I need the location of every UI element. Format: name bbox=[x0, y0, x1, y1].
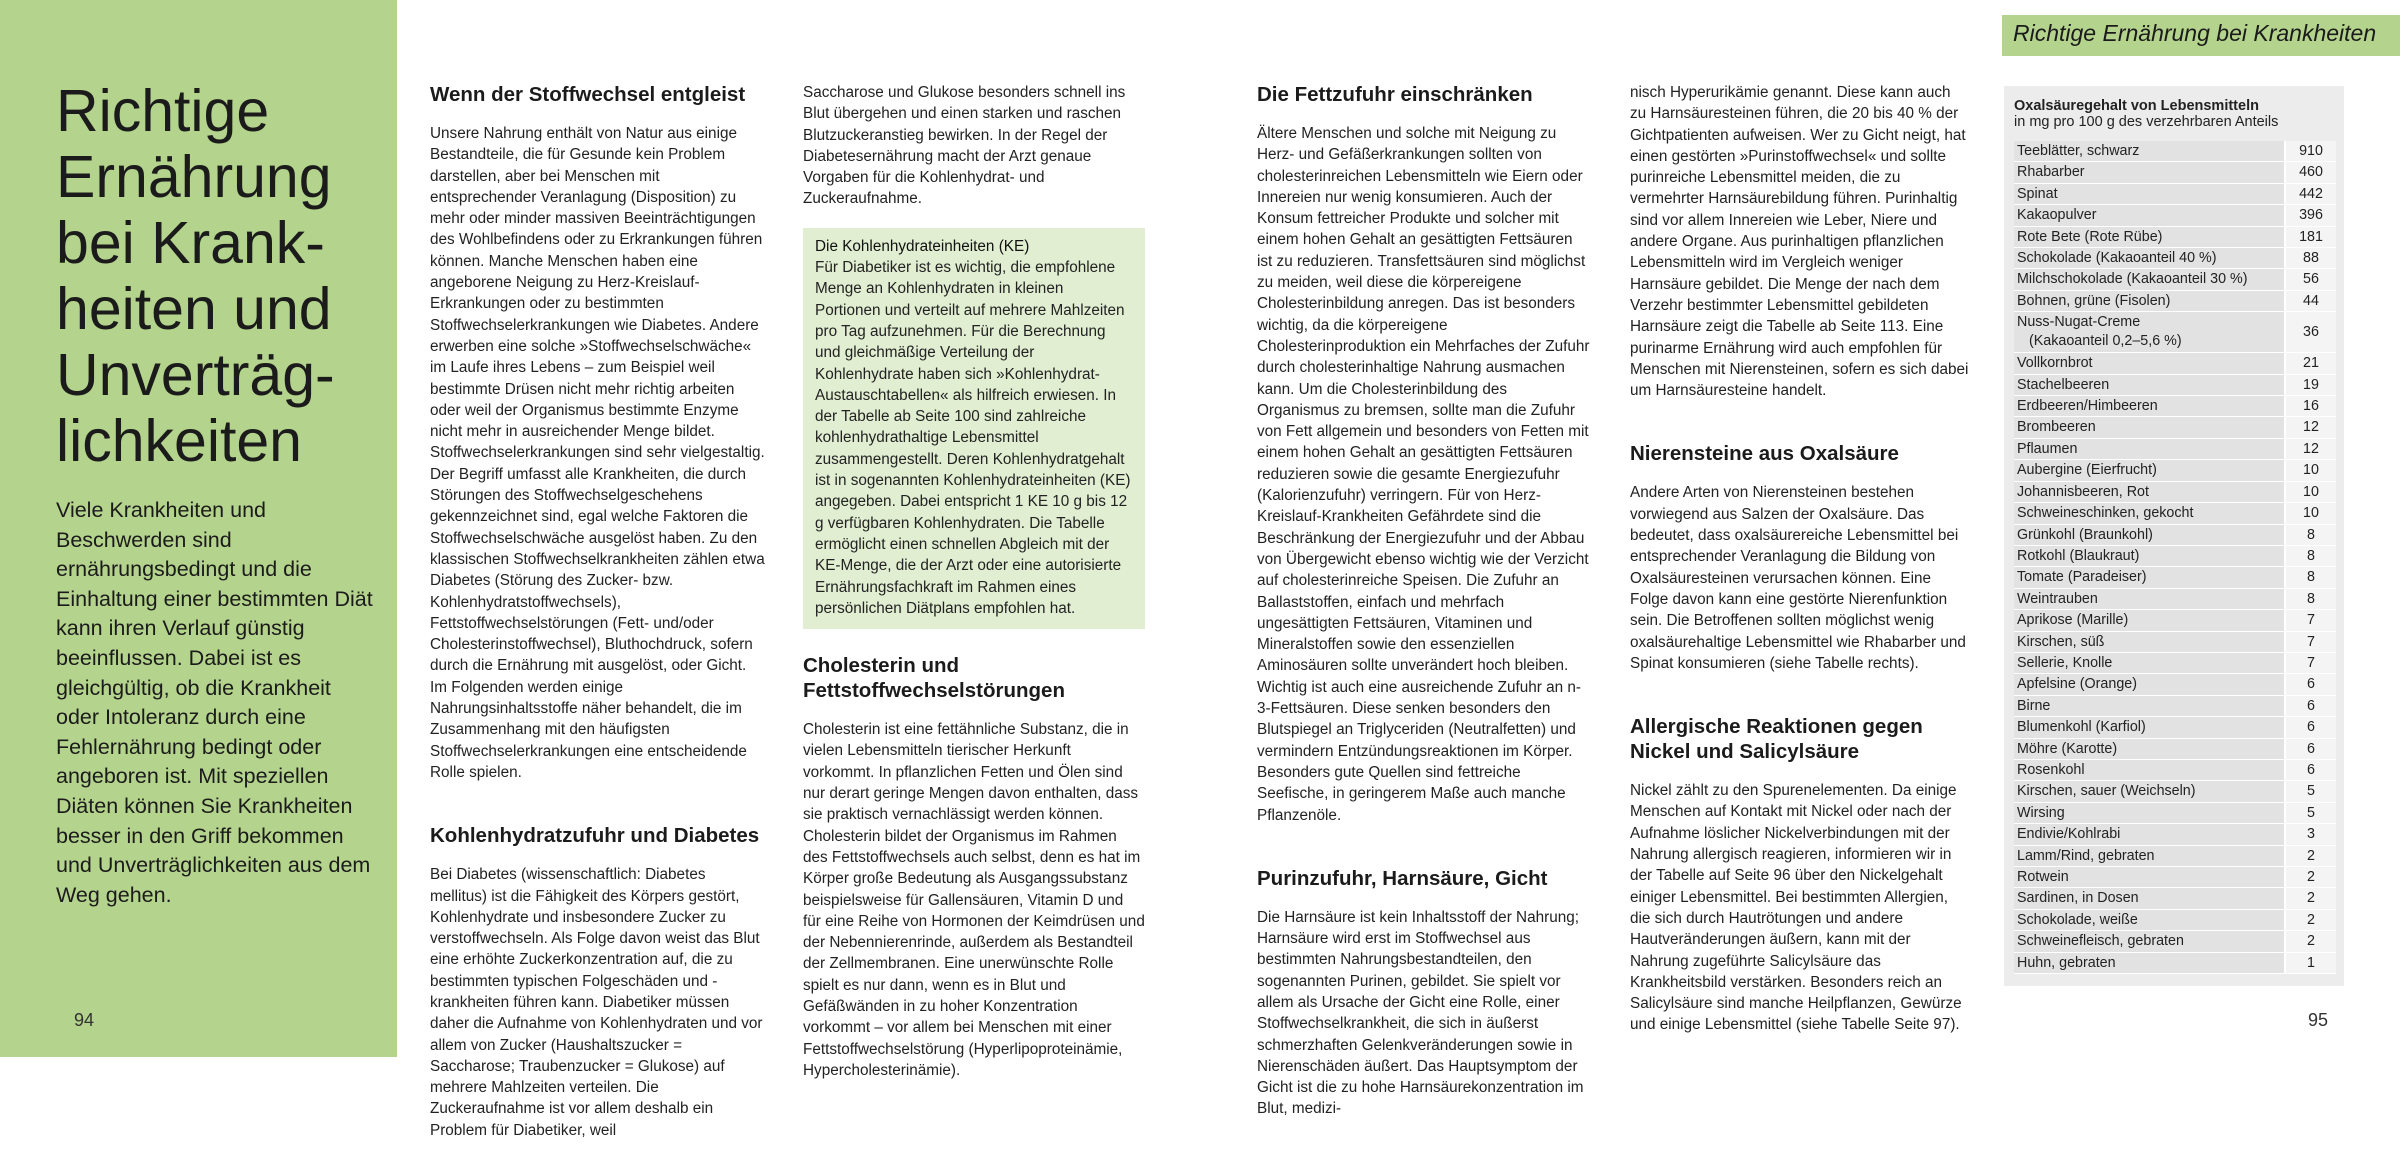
food-name-line: Rotwein bbox=[2017, 869, 2069, 885]
chapter-title-line: Ernährung bbox=[56, 144, 332, 210]
food-name bbox=[2014, 632, 2284, 652]
table-row bbox=[2014, 953, 2336, 974]
food-name-line: Stachelbeeren bbox=[2017, 376, 2110, 393]
info-box-text: Für Diabetiker ist es wichtig, die empfohlene Menge an Kohlenhydraten in kleinen Portionen und verteilt auf mehrere Mahlzeiten pro Tag aufzunehmen. Für die Berechnung und gleichmäßige Verteilung der Kohlenhydrate haben sich »Kohlenhydrat-Austauschtabellen« als hilfreich erwiesen. In der Tabelle ab Seite 100 sind zahlreiche kohlenhydrathaltige Lebensmittel zusammengestellt. Deren Kohlenhydratgehalt ist in sogenannten Kohlenhydrateinheiten (KE) angegeben. Dabei entspricht 1 KE 10 g bis 12 g verfügbaren Kohlenhydraten. Die Tabelle ermöglicht einen schnellen Abgleich mit der KE-Menge, die der Arzt oder eine autorisierte Ernährungsfachkraft im Rahmen eines persönlichen Diätplans empfohlen hat. bbox=[815, 259, 1131, 617]
oxalate-value: 7 bbox=[2284, 653, 2336, 673]
table-row bbox=[2014, 439, 2336, 460]
oxalate-value: 2 bbox=[2284, 888, 2336, 908]
oxalate-value: 2 bbox=[2284, 910, 2336, 930]
food-name-line: Aprikose (Marille) bbox=[2017, 612, 2129, 629]
food-name-line: Apfelsine (Orange) bbox=[2017, 676, 2137, 693]
table-row bbox=[2014, 717, 2336, 738]
food-name bbox=[2014, 589, 2284, 609]
table-row bbox=[2014, 589, 2336, 610]
food-name-line: Pflaumen bbox=[2017, 440, 2078, 457]
chapter-title-line: bei Krank- bbox=[56, 210, 325, 276]
food-name bbox=[2014, 803, 2284, 823]
food-name bbox=[2014, 162, 2284, 182]
oxalate-value: 10 bbox=[2284, 503, 2336, 523]
food-name bbox=[2014, 674, 2284, 694]
chapter-title-line: heiten und bbox=[56, 276, 332, 342]
oxalate-value: 3 bbox=[2284, 824, 2336, 844]
food-name-line: Endivie/Kohlrabi bbox=[2017, 826, 2121, 843]
table-row bbox=[2014, 248, 2336, 269]
oxalate-value: 19 bbox=[2284, 375, 2336, 395]
oxalate-value: 6 bbox=[2284, 760, 2336, 780]
food-name bbox=[2014, 184, 2284, 204]
info-box-title: Die Kohlenhydrateinheiten (KE) bbox=[815, 237, 1030, 255]
food-name bbox=[2014, 503, 2284, 523]
table-row bbox=[2014, 888, 2336, 909]
table-row bbox=[2014, 781, 2336, 802]
oxalate-value: 2 bbox=[2284, 846, 2336, 866]
food-name-line: Lamm/Rind, gebraten bbox=[2017, 847, 2155, 864]
oxalate-value: 5 bbox=[2284, 781, 2336, 801]
table-row bbox=[2014, 312, 2336, 353]
table-row bbox=[2014, 910, 2336, 931]
oxalate-value: 181 bbox=[2284, 227, 2336, 247]
section-heading: Allergische Reaktionen gegen Nickel und Salicylsäure bbox=[1630, 715, 1923, 764]
food-name-line: Brombeeren bbox=[2017, 419, 2096, 436]
food-name bbox=[2014, 417, 2284, 437]
table-row bbox=[2014, 867, 2336, 888]
text-column-2 bbox=[803, 82, 1145, 1099]
paragraph: nisch Hyperurikämie genannt. Diese kann auch zu Harnsäuresteinen führen, die 20 bis 40 % der Gichtpatienten aufweisen. Wer zu Gicht neigt, hat einen gestörten »Purinstoffwechsel« und sollte purinreiche Lebensmittel meiden, die zu vermehrter Harnsäurebildung führen. Purinhaltig sind vor allem Innereien wie Leber, Niere und andere Organe. Aus purinhaltigen pflanzlichen Lebensmitteln wird im Vergleich weniger Harnsäure gebildet. Die Menge der nach dem Verzehr bestimmter Lebensmittel gebildeten Harnsäure zeigt die Tabelle ab Seite 113. Eine purinarme Ernährung wird auch empfohlen für Menschen mit Nierensteinen, sofern es sich dabei um Harnsäuresteine handelt. bbox=[1630, 84, 1969, 400]
oxalate-value: 442 bbox=[2284, 184, 2336, 204]
text-column-3 bbox=[1257, 82, 1591, 1138]
paragraph: Ältere Menschen und solche mit Neigung zu Herz- und Gefäßerkrankungen sollten von cholesterinreichen Lebensmitteln wie Eiern oder Innereien nur wenig konsumieren. Auch der Konsum fettreicher Produkte und solcher mit einem hohen Gehalt an gesättigten Fettsäuren ist zu reduzieren. Transfettsäuren sind möglichst zu meiden, weil diese die körpereigene Cholesterinbildung anregen. Das ist besonders wichtig, da die körpereigene Cholesterinproduktion ein Mehrfaches der Zufuhr durch cholesterinhaltige Nahrung ausmachen kann. Um die Cholesterinbildung des Organismus zu bremsen, sollte man die Zufuhr von Fett allgemein und besonders von Fetten mit einem hohen Gehalt an gesättigten Fettsäuren reduzieren sowie die gesamte Energiezufuhr (Kalorienzufuhr) verringern. Für von Herz-Kreislauf-Krankheiten Gefährdete sind die Beschränkung der Energiezufuhr und der Abbau von Übergewicht ebenso wichtig wie der Verzicht auf cholesterinreiche Speisen. Die Zufuhr an Ballaststoffen, einfach und mehrfach ungesättigten Fettsäuren, Vitaminen und Mineralstoffen sowie den essenziellen Aminosäuren sollte unverändert hoch bleiben. Wichtig ist auch eine ausreichende Zufuhr an n-3-Fettsäuren. Diese senken besonders den Blutspiegel an Triglyceriden (Neutralfetten) und vermindern Entzündungsreaktionen im Körper. Besonders gute Quellen sind fettreiche Seefische, in geringerem Maße auch manche Pflanzenöle. bbox=[1257, 125, 1590, 824]
oxalate-value: 7 bbox=[2284, 610, 2336, 630]
table-row bbox=[2014, 375, 2336, 396]
oxalate-value: 6 bbox=[2284, 739, 2336, 759]
info-box bbox=[803, 228, 1145, 629]
chapter-title-line: Richtige bbox=[56, 78, 270, 144]
food-name-line: Teeblätter, schwarz bbox=[2017, 143, 2140, 159]
chapter-intro: Viele Krankheiten und Beschwerden sind ernährungsbedingt und die Einhaltung einer bestimmten Diät kann ihren Verlauf günstig beeinflussen. Dabei ist es gleichgültig, ob die Krankheit oder Intoleranz durch eine Fehlernährung bedingt oder angeboren ist. Mit speziellen Diäten können Sie Krankheiten besser in den Griff bekommen und Unverträglichkeiten aus dem Weg gehen. bbox=[56, 498, 373, 907]
table-row bbox=[2014, 227, 2336, 248]
oxalate-value: 8 bbox=[2284, 525, 2336, 545]
paragraph: Die Harnsäure ist kein Inhaltsstoff der Nahrung; Harnsäure wird erst im Stoffwechsel aus bestimmten Nahrungsbestandteilen, den sogenannten Purinen, gebildet. Sie spielt vor allem als Ursache der Gicht eine Rolle, einer Stoffwechselkrankheit, die sich in äußerst schmerzhaften Gelenkveränderungen sowie in Nierenschäden äußert. Das Hauptsymptom der Gicht ist die zu hohe Harnsäurekonzentration im Blut, medizi- bbox=[1257, 908, 1584, 1118]
oxalate-value: 5 bbox=[2284, 803, 2336, 823]
oxalate-value: 6 bbox=[2284, 696, 2336, 716]
table-row bbox=[2014, 205, 2336, 226]
oxalate-value: 8 bbox=[2284, 567, 2336, 587]
food-name bbox=[2014, 739, 2284, 759]
oxalate-value: 7 bbox=[2284, 632, 2336, 652]
food-name bbox=[2014, 546, 2284, 566]
table-row bbox=[2014, 567, 2336, 588]
page-number-left: 94 bbox=[74, 1010, 95, 1030]
section-heading: Kohlenhydratzufuhr und Diabetes bbox=[430, 824, 760, 848]
table-row bbox=[2014, 803, 2336, 824]
food-name-line: Schweineschinken, gekocht bbox=[2017, 505, 2194, 522]
food-name bbox=[2014, 846, 2284, 866]
table-title: Oxalsäuregehalt von Lebensmitteln bbox=[2014, 98, 2259, 114]
food-name bbox=[2014, 353, 2284, 373]
table-row bbox=[2014, 846, 2336, 867]
food-name bbox=[2014, 141, 2284, 161]
food-name bbox=[2014, 931, 2284, 951]
food-name-line: Erdbeeren/Himbeeren bbox=[2017, 398, 2158, 415]
table-row bbox=[2014, 696, 2336, 717]
table-row bbox=[2014, 610, 2336, 631]
table-row bbox=[2014, 632, 2336, 653]
table-row bbox=[2014, 417, 2336, 438]
food-name-line: Sardinen, in Dosen bbox=[2017, 890, 2139, 907]
food-name bbox=[2014, 482, 2284, 502]
food-name-line: Tomate (Paradeiser) bbox=[2017, 569, 2147, 586]
oxalate-value: 460 bbox=[2284, 162, 2336, 182]
food-name-line: Nuss-Nugat-Creme bbox=[2017, 314, 2141, 331]
food-name-line: Bohnen, grüne (Fisolen) bbox=[2017, 292, 2171, 309]
oxalate-value: 12 bbox=[2284, 439, 2336, 459]
food-name-line: Rotkohl (Blaukraut) bbox=[2017, 547, 2140, 564]
table-row bbox=[2014, 396, 2336, 417]
food-name bbox=[2014, 248, 2284, 268]
food-name bbox=[2014, 375, 2284, 395]
page-number-right: 95 bbox=[2308, 1010, 2329, 1030]
food-name-line: Kirschen, sauer (Weichseln) bbox=[2017, 783, 2196, 800]
oxalate-value: 56 bbox=[2284, 269, 2336, 289]
table-row bbox=[2014, 184, 2336, 205]
oxalate-table bbox=[2014, 141, 2336, 974]
table-row bbox=[2014, 162, 2336, 183]
food-name-line: Milchschokolade (Kakaoanteil 30 %) bbox=[2017, 271, 2248, 288]
oxalate-value: 16 bbox=[2284, 396, 2336, 416]
food-name-line: Möhre (Karotte) bbox=[2017, 740, 2118, 757]
table-row bbox=[2014, 760, 2336, 781]
food-name-line: Schokolade, weiße bbox=[2017, 911, 2138, 928]
section-heading: Wenn der Stoffwechsel entgleist bbox=[430, 83, 746, 106]
table-row bbox=[2014, 291, 2336, 312]
paragraph: Andere Arten von Nierensteinen bestehen vorwiegend aus Salzen der Oxalsäure. Das bedeutet, dass oxalsäurereiche Lebensmittel bei entsprechender Veranlagung die Bildung von Oxalsäuresteinen verursachen können. Eine Folge davon kann eine gestörte Nierenfunktion sein. Die Betroffenen sollten möglichst wenig oxalsäurehaltige Lebensmittel wie Rhabarber und Spinat konsumieren (siehe Tabelle rechts). bbox=[1630, 484, 1966, 672]
food-name bbox=[2014, 717, 2284, 737]
oxalate-value: 2 bbox=[2284, 867, 2336, 887]
food-name bbox=[2014, 439, 2284, 459]
food-name bbox=[2014, 910, 2284, 930]
food-name-line: Schokolade (Kakaoanteil 40 %) bbox=[2017, 250, 2217, 267]
food-name bbox=[2014, 760, 2284, 780]
oxalate-value: 1 bbox=[2284, 953, 2336, 973]
oxalate-value: 8 bbox=[2284, 589, 2336, 609]
paragraph: Unsere Nahrung enthält von Natur aus einige Bestandteile, die für Gesunde kein Problem darstellen, aber bei Menschen mit entsprechender Veranlagung (Disposition) zu mehr oder minder massiven Beeinträchtigungen des Wohlbefindens oder zu Erkrankungen führen können. Manche Menschen haben eine angeborene Neigung zu Herz-Kreislauf-Erkrankungen oder zu bestimmten Stoffwechselerkrankungen wie Diabetes. Andere erwerben eine solche »Stoffwechselschwäche« im Laufe ihres Lebens – zum Beispiel weil bestimmte Drüsen nicht mehr richtig arbeiten oder weil der Organismus bestimmte Enzyme nicht mehr in ausreichender Menge bildet. Stoffwechselerkrankungen sind sehr vielgestaltig. Der Begriff umfasst alle Krankheiten, die durch Störungen des Stoffwechselgeschehens gekennzeichnet sind, egal welche Faktoren die Stoffwechselschwäche ausgelöst haben. Zu den klassischen Stoffwechselkrankheiten zählen etwa Diabetes (Störung des Zucker- bzw. Kohlenhydratstoffwechsels), Fettstoffwechselstörungen (Fett- und/oder Cholesterinstoffwechsel), Bluthochdruck, sofern durch die Ernährung mit ausgelöst, oder Gicht. Im Folgenden werden einige Nahrungsinhaltsstoffe näher behandelt, die im Zusammenhang mit den häufigsten Stoffwechselerkrankungen eine entscheidende Rolle spielen. bbox=[430, 125, 765, 781]
food-name-line: Birne bbox=[2017, 697, 2051, 714]
oxalate-value: 10 bbox=[2284, 482, 2336, 502]
food-name bbox=[2014, 953, 2284, 973]
food-name-line: Johannisbeeren, Rot bbox=[2017, 483, 2149, 500]
table-row bbox=[2014, 353, 2336, 374]
food-name-line: Rhabarber bbox=[2017, 164, 2085, 181]
text-column-4 bbox=[1630, 82, 1970, 1054]
table-row bbox=[2014, 525, 2336, 546]
oxalate-value: 88 bbox=[2284, 248, 2336, 268]
food-name bbox=[2014, 291, 2284, 311]
paragraph: Cholesterin ist eine fettähnliche Substanz, die in vielen Lebensmitteln tierischer Herkunft vorkommt. In pflanzlichen Fetten und Ölen sind nur derart geringe Mengen davon enthalten, dass sie praktisch vernachlässigt werden können. Cholesterin bildet der Organismus im Rahmen des Fettstoffwechsels auch selbst, denn es hat im Körper große Bedeutung als Ausgangssubstanz beispielsweise für Gallensäuren, Vitamin D und für eine Reihe von Hormonen der Keimdrüsen und der Nebennierenrinde, außerdem als Bestandteil der Zellmembranen. Eine unerwünschte Rolle spielt es nur dann, wenn es in Blut und Gefäßwänden in zu hoher Konzentration vorkommt – vor allem bei Menschen mit einer Fettstoffwechselstörung (Hyperlipoproteinämie, Hypercholesterinämie). bbox=[803, 721, 1145, 1079]
section-heading: Cholesterin und Fettstoffwechselstörungen bbox=[803, 654, 1065, 703]
food-name bbox=[2014, 824, 2284, 844]
table-row bbox=[2014, 674, 2336, 695]
food-name-line: (Kakaoanteil 0,2–5,6 %) bbox=[2029, 333, 2182, 350]
food-name-line: Weintrauben bbox=[2017, 590, 2098, 607]
table-subtitle: in mg pro 100 g des verzehrbaren Anteils bbox=[2014, 114, 2279, 130]
section-heading: Nierensteine aus Oxalsäure bbox=[1630, 442, 1899, 466]
food-name-line: Kakaopulver bbox=[2017, 207, 2097, 224]
food-name-line: Vollkornbrot bbox=[2017, 355, 2093, 372]
table-row bbox=[2014, 653, 2336, 674]
food-name-line: Schweinefleisch, gebraten bbox=[2017, 933, 2184, 950]
oxalate-value: 36 bbox=[2284, 312, 2336, 352]
food-name bbox=[2014, 460, 2284, 480]
table-row bbox=[2014, 503, 2336, 524]
food-name-line: Spinat bbox=[2017, 185, 2058, 202]
oxalate-value: 21 bbox=[2284, 353, 2336, 373]
food-name bbox=[2014, 867, 2284, 887]
food-name bbox=[2014, 781, 2284, 801]
food-name-line: Blumenkohl (Karfiol) bbox=[2017, 719, 2146, 736]
food-name bbox=[2014, 525, 2284, 545]
food-name-line: Huhn, gebraten bbox=[2017, 954, 2116, 971]
food-name-line: Rote Bete (Rote Rübe) bbox=[2017, 228, 2163, 245]
table-row bbox=[2014, 141, 2336, 162]
food-name bbox=[2014, 696, 2284, 716]
food-name bbox=[2014, 610, 2284, 630]
running-header: Richtige Ernährung bei Krankheiten bbox=[2013, 20, 2377, 46]
oxalate-value: 8 bbox=[2284, 546, 2336, 566]
table-row bbox=[2014, 482, 2336, 503]
food-name-line: Wirsing bbox=[2017, 804, 2065, 821]
paragraph: Nickel zählt zu den Spurenelementen. Da einige Menschen auf Kontakt mit Nickel oder nach der Aufnahme löslicher Nickelverbindungen mit der Nahrung allergisch reagieren, informieren wir in der Tabelle auf Seite 96 über den Nickelgehalt einiger Lebensmittel. Bei bestimmten Allergien, die sich durch Hautrötungen und andere Hautveränderungen äußern, kann mit der Nahrung zugeführte Salicylsäure das Krankheitsbild verstärken. Besonders reich an Salicylsäure sind manche Heilpflanzen, Gewürze und einige Lebensmittel (siehe Tabelle Seite 97). bbox=[1630, 782, 1962, 1034]
paragraph: Saccharose und Glukose besonders schnell ins Blut übergehen und einen starken und raschen Blutzuckeranstieg bewirken. In der Regel der Diabetesernährung macht der Arzt genaue Vorgaben für die Kohlenhydrat- und Zuckeraufnahme. bbox=[803, 84, 1126, 208]
chapter-title-line: Unverträg- bbox=[56, 342, 335, 408]
chapter-title bbox=[56, 78, 386, 474]
oxalate-value: 6 bbox=[2284, 674, 2336, 694]
food-name bbox=[2014, 396, 2284, 416]
food-name-line: Sellerie, Knolle bbox=[2017, 654, 2113, 671]
oxalate-value: 44 bbox=[2284, 291, 2336, 311]
food-name bbox=[2014, 653, 2284, 673]
food-name bbox=[2014, 312, 2284, 352]
food-name bbox=[2014, 888, 2284, 908]
table-row bbox=[2014, 931, 2336, 952]
section-heading: Purinzufuhr, Harnsäure, Gicht bbox=[1257, 866, 1548, 890]
food-name-line: Rosenkohl bbox=[2017, 761, 2085, 778]
table-row bbox=[2014, 739, 2336, 760]
section-heading: Die Fettzufuhr einschränken bbox=[1257, 83, 1533, 106]
oxalate-value: 10 bbox=[2284, 460, 2336, 480]
food-name-line: Aubergine (Eierfrucht) bbox=[2017, 462, 2157, 479]
table-row bbox=[2014, 546, 2336, 567]
oxalate-value: 12 bbox=[2284, 417, 2336, 437]
food-name-line: Kirschen, süß bbox=[2017, 633, 2105, 650]
text-column-1 bbox=[430, 82, 766, 1159]
food-name bbox=[2014, 205, 2284, 225]
oxalate-value: 2 bbox=[2284, 931, 2336, 951]
food-name bbox=[2014, 269, 2284, 289]
table-row bbox=[2014, 460, 2336, 481]
oxalate-value: 6 bbox=[2284, 717, 2336, 737]
food-name bbox=[2014, 227, 2284, 247]
chapter-title-line: lichkeiten bbox=[56, 408, 302, 474]
food-name bbox=[2014, 567, 2284, 587]
table-row bbox=[2014, 269, 2336, 290]
table-row bbox=[2014, 824, 2336, 845]
paragraph: Bei Diabetes (wissenschaftlich: Diabetes mellitus) ist die Fähigkeit des Körpers gestört, Kohlenhydrate und insbesondere Zucker zu verstoffwechseln. Als Folge davon weist das Blut eine erhöhte Zuckerkonzentration auf, die zu bestimmten typischen Folgeschäden und -krankheiten führen kann. Diabetiker müssen daher die Aufnahme von Kohlenhydraten und vor allem von Zucker (Haushaltszucker = Saccharose; Traubenzucker = Glukose) auf mehrere Mahlzeiten verteilen. Die Zuckeraufnahme ist vor allem deshalb ein Problem für Diabetiker, weil bbox=[430, 866, 763, 1139]
oxalate-value: 396 bbox=[2284, 205, 2336, 225]
oxalate-value: 910 bbox=[2284, 141, 2336, 161]
food-name-line: Grünkohl (Braunkohl) bbox=[2017, 526, 2153, 543]
